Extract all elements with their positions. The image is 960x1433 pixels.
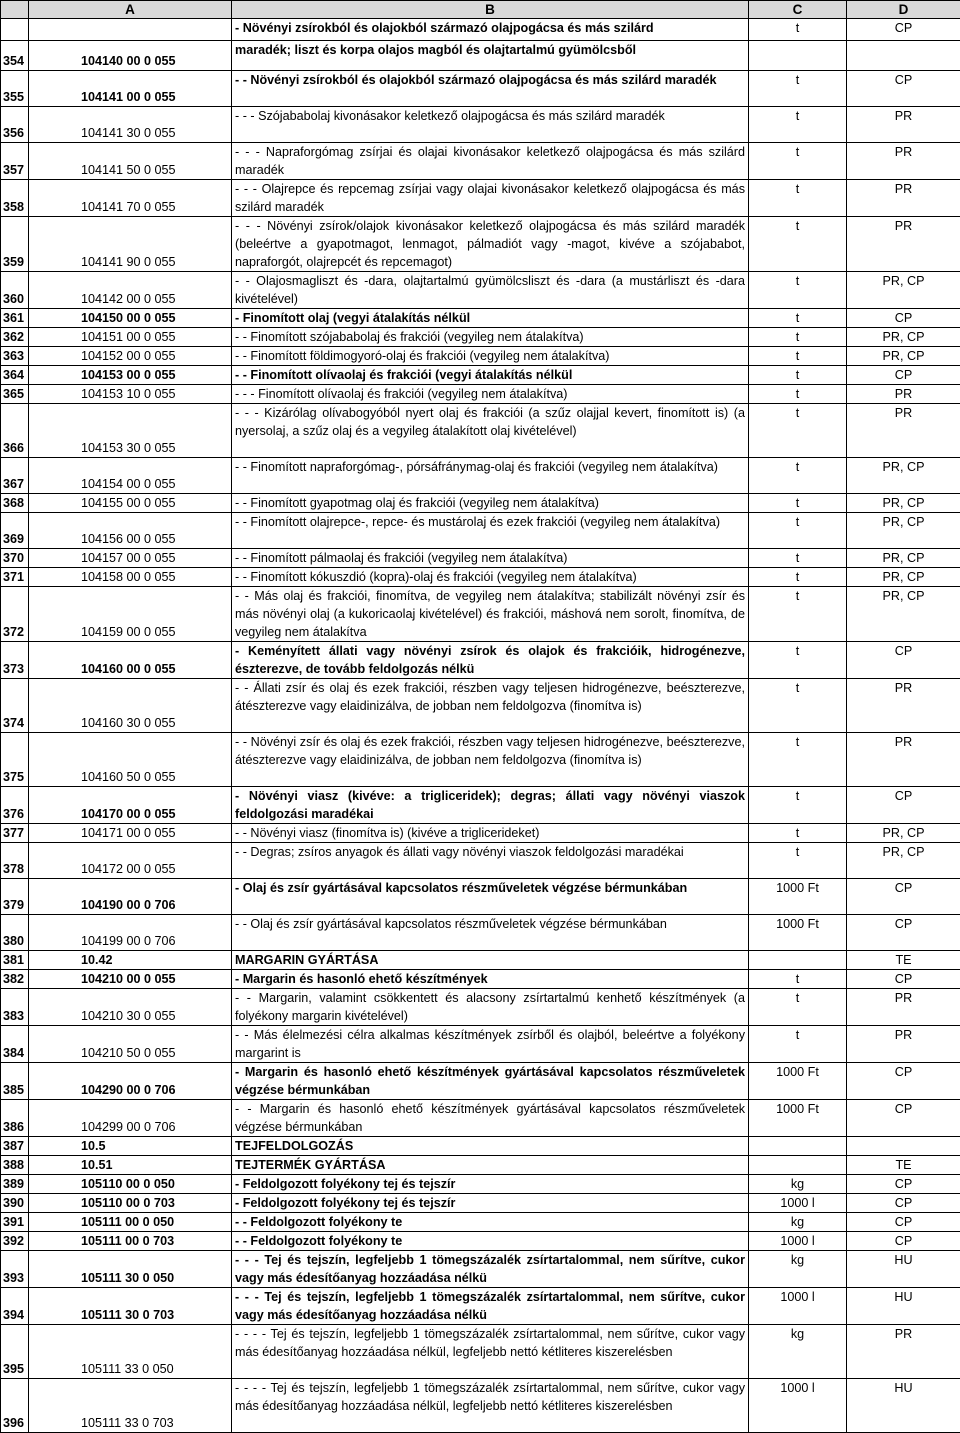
item-description: - - Finomított olajrepce-, repce- és mustárolaj és ezek frakciói (vegyileg nem átalakítva) (232, 513, 749, 549)
item-code: 10.42 (29, 951, 232, 970)
table-row (1, 217, 960, 272)
item-category: PR (847, 404, 960, 458)
table-row (1, 915, 960, 951)
item-description: - - - - Tej és tejszín, legfeljebb 1 tömegszázalék zsírtartalommal, nem sűrítve, cukor vagy más édesítőanyag hozzáadása nélkül, legfeljebb nettó kétliteres kiszerelésben (232, 1325, 749, 1379)
table-row (1, 970, 960, 989)
item-unit: t (749, 568, 847, 587)
item-code: 104140 00 0 055 (29, 41, 232, 71)
column-header-a: A (29, 1, 232, 19)
row-number: 396 (1, 1379, 29, 1433)
item-category: TE (847, 1156, 960, 1175)
item-category: CP (847, 642, 960, 679)
row-number: 381 (1, 951, 29, 970)
item-code: 104160 50 0 055 (29, 733, 232, 787)
item-code: 104170 00 0 055 (29, 787, 232, 824)
row-number: 354 (1, 41, 29, 71)
item-unit: 1000 Ft (749, 915, 847, 951)
item-code: 105110 00 0 050 (29, 1175, 232, 1194)
item-code: 104141 30 0 055 (29, 107, 232, 143)
item-unit: t (749, 71, 847, 107)
item-code: 104142 00 0 055 (29, 272, 232, 309)
row-number: 367 (1, 458, 29, 494)
table-body (1, 19, 960, 1433)
item-description: - Feldolgozott folyékony tej és tejszír (232, 1194, 749, 1213)
row-number: 370 (1, 549, 29, 568)
row-number: 393 (1, 1251, 29, 1288)
item-unit: 1000 l (749, 1379, 847, 1433)
item-code: 105111 33 0 050 (29, 1325, 232, 1379)
row-number: 380 (1, 915, 29, 951)
table-row (1, 385, 960, 404)
item-description: - Keményített állati vagy növényi zsírok és olajok és frakcióik, hidrogénezve, észterezve, de tovább feldolgozás nélkü (232, 642, 749, 679)
item-unit: t (749, 843, 847, 879)
item-unit: t (749, 180, 847, 217)
item-code: 105111 30 0 050 (29, 1251, 232, 1288)
item-category: CP (847, 970, 960, 989)
continued-row-unit: t (749, 19, 847, 41)
continued-row-cat: CP (847, 19, 960, 41)
item-description: - - Növényi zsírokból és olajokból származó olajpogácsa és más szilárd maradék (232, 71, 749, 107)
table-row (1, 1213, 960, 1232)
item-code: 10.51 (29, 1156, 232, 1175)
item-code: 105111 00 0 050 (29, 1213, 232, 1232)
item-unit: t (749, 107, 847, 143)
row-number: 391 (1, 1213, 29, 1232)
item-description: - - Más olaj és frakciói, finomítva, de vegyileg nem átalakítva; stabilizált növényi zsír és más növényi olaj (a kukoricaolaj kivételével) és frakciói, máshová nem sorolt, finomítva, de vegyileg nem átalakítva (232, 587, 749, 642)
item-code: 104141 00 0 055 (29, 71, 232, 107)
table-row (1, 71, 960, 107)
item-unit: t (749, 385, 847, 404)
item-category: PR, CP (847, 458, 960, 494)
continued-row-num (1, 19, 29, 41)
item-description: - - Finomított földimogyoró-olaj és frakciói (vegyileg nem átalakítva) (232, 347, 749, 366)
row-number: 375 (1, 733, 29, 787)
item-category: PR, CP (847, 824, 960, 843)
row-number: 365 (1, 385, 29, 404)
item-description: TEJFELDOLGOZÁS (232, 1137, 749, 1156)
table-row (1, 1325, 960, 1379)
table-row (1, 1100, 960, 1137)
item-category: HU (847, 1379, 960, 1433)
item-unit: t (749, 458, 847, 494)
item-category: PR (847, 989, 960, 1026)
row-number: 388 (1, 1156, 29, 1175)
item-code: 105111 33 0 703 (29, 1379, 232, 1433)
item-description: - Margarin és hasonló ehető készítmények gyártásával kapcsolatos részműveletek végzése bérmunkában (232, 1063, 749, 1100)
item-code: 10.5 (29, 1137, 232, 1156)
item-category: CP (847, 1063, 960, 1100)
row-number: 377 (1, 824, 29, 843)
item-unit: t (749, 143, 847, 180)
table-row (1, 1026, 960, 1063)
item-code: 104158 00 0 055 (29, 568, 232, 587)
item-description: maradék; liszt és korpa olajos magból és olajtartalmú gyümölcsből (232, 41, 749, 71)
row-number: 361 (1, 309, 29, 328)
row-number: 386 (1, 1100, 29, 1137)
item-code: 104172 00 0 055 (29, 843, 232, 879)
item-code: 104153 00 0 055 (29, 366, 232, 385)
item-code: 104141 70 0 055 (29, 180, 232, 217)
column-header-b: B (232, 1, 749, 19)
item-description: - - Feldolgozott folyékony te (232, 1232, 749, 1251)
item-category: PR (847, 180, 960, 217)
item-unit: 1000 Ft (749, 879, 847, 915)
item-description: - - - Finomított olívaolaj és frakciói (vegyileg nem átalakítva) (232, 385, 749, 404)
column-header-c: C (749, 1, 847, 19)
item-category: CP (847, 1194, 960, 1213)
item-unit: t (749, 642, 847, 679)
row-number: 358 (1, 180, 29, 217)
table-row (1, 41, 960, 71)
item-code: 104210 50 0 055 (29, 1026, 232, 1063)
item-category: PR, CP (847, 347, 960, 366)
item-category: CP (847, 1100, 960, 1137)
item-code: 104160 00 0 055 (29, 642, 232, 679)
item-category: PR, CP (847, 843, 960, 879)
item-description: - - - Tej és tejszín, legfeljebb 1 tömegszázalék zsírtartalommal, nem sűrítve, cukor vagy más édesítőanyag hozzáadása nélkü (232, 1288, 749, 1325)
item-code: 104156 00 0 055 (29, 513, 232, 549)
row-number: 360 (1, 272, 29, 309)
item-code: 104153 10 0 055 (29, 385, 232, 404)
item-category: CP (847, 309, 960, 328)
item-code: 104155 00 0 055 (29, 494, 232, 513)
item-unit (749, 951, 847, 970)
item-code: 105111 30 0 703 (29, 1288, 232, 1325)
item-unit: t (749, 970, 847, 989)
row-number: 355 (1, 71, 29, 107)
item-code: 104290 00 0 706 (29, 1063, 232, 1100)
item-category: CP (847, 787, 960, 824)
item-unit: t (749, 989, 847, 1026)
item-unit: t (749, 679, 847, 733)
table-row (1, 143, 960, 180)
item-category: CP (847, 915, 960, 951)
table-row (1, 587, 960, 642)
item-description: - - Növényi viasz (finomítva is) (kivéve a triglicerideket) (232, 824, 749, 843)
item-description: - - Margarin, valamint csökkentett és alacsony zsírtartalmú kenhető készítmények (a folyékony margarin kivételével) (232, 989, 749, 1026)
item-unit: t (749, 347, 847, 366)
item-category: PR, CP (847, 513, 960, 549)
item-unit: 1000 l (749, 1288, 847, 1325)
item-code: 104157 00 0 055 (29, 549, 232, 568)
item-unit: kg (749, 1175, 847, 1194)
table-row (1, 309, 960, 328)
item-unit: t (749, 217, 847, 272)
item-description: - - Finomított pálmaolaj és frakciói (vegyileg nem átalakítva) (232, 549, 749, 568)
item-description: - - - Növényi zsírok/olajok kivonásakor keletkező olajpogácsa és más szilárd maradék (beleértve a gyapotmagot, lenmagot, pálmadiót vagy -magot, kivéve a szójababot, napraforgót, olajrepcét és repcemagot) (232, 217, 749, 272)
item-unit: t (749, 272, 847, 309)
item-description: - - - Kizárólag olívabogyóból nyert olaj és frakciói (a szűz olajjal kevert, finomított is) (a nyersolaj, a szűz olaj és a vegyileg átalakított olaj kivételével) (232, 404, 749, 458)
item-code: 104151 00 0 055 (29, 328, 232, 347)
table-row (1, 458, 960, 494)
table-row (1, 180, 960, 217)
item-unit (749, 41, 847, 71)
item-code: 104199 00 0 706 (29, 915, 232, 951)
item-description: - - Finomított gyapotmag olaj és frakciói (vegyileg nem átalakítva) (232, 494, 749, 513)
item-unit: kg (749, 1251, 847, 1288)
item-unit: t (749, 549, 847, 568)
row-number: 366 (1, 404, 29, 458)
item-description: - - Degras; zsíros anyagok és állati vagy növényi viaszok feldolgozási maradékai (232, 843, 749, 879)
table-row (1, 272, 960, 309)
row-number: 357 (1, 143, 29, 180)
item-unit: kg (749, 1325, 847, 1379)
item-category: CP (847, 1213, 960, 1232)
item-category: PR (847, 679, 960, 733)
table-row (1, 1137, 960, 1156)
item-description: - - Feldolgozott folyékony te (232, 1213, 749, 1232)
item-description: - - Finomított szójababolaj és frakciói (vegyileg nem átalakítva) (232, 328, 749, 347)
row-number: 372 (1, 587, 29, 642)
item-unit: t (749, 587, 847, 642)
item-category: PR (847, 143, 960, 180)
table-row (1, 328, 960, 347)
item-code: 104141 50 0 055 (29, 143, 232, 180)
item-description: - - - Olajrepce és repcemag zsírjai vagy olajai kivonásakor keletkező olajpogácsa és más szilárd maradék (232, 180, 749, 217)
item-description: - Olaj és zsír gyártásával kapcsolatos részműveletek végzése bérmunkában (232, 879, 749, 915)
row-number: 362 (1, 328, 29, 347)
item-category: HU (847, 1288, 960, 1325)
item-code: 104210 30 0 055 (29, 989, 232, 1026)
table-row (1, 733, 960, 787)
item-category: PR (847, 385, 960, 404)
row-number: 390 (1, 1194, 29, 1213)
row-number: 387 (1, 1137, 29, 1156)
item-unit (749, 1156, 847, 1175)
item-code: 104210 00 0 055 (29, 970, 232, 989)
row-number: 382 (1, 970, 29, 989)
table-row (1, 642, 960, 679)
row-number: 395 (1, 1325, 29, 1379)
table-row (1, 843, 960, 879)
item-code: 105110 00 0 703 (29, 1194, 232, 1213)
row-number: 376 (1, 787, 29, 824)
column-header-row (1, 1, 960, 19)
item-category: CP (847, 1232, 960, 1251)
item-code: 104154 00 0 055 (29, 458, 232, 494)
item-description: - - - Tej és tejszín, legfeljebb 1 tömegszázalék zsírtartalommal, nem sűrítve, cukor vagy más édesítőanyag hozzáadása nélkü (232, 1251, 749, 1288)
row-number: 359 (1, 217, 29, 272)
table-row (1, 366, 960, 385)
table-row (1, 1251, 960, 1288)
item-description: - - Margarin és hasonló ehető készítmények gyártásával kapcsolatos részműveletek végzése bérmunkában (232, 1100, 749, 1137)
row-number: 356 (1, 107, 29, 143)
table-row (1, 549, 960, 568)
item-description: - - Növényi zsír és olaj és ezek frakciói, részben vagy teljesen hidrogénezve, beészterezve, átészterezve vagy elaidinizálva, de jobban nem feldolgozva (finomítva is) (232, 733, 749, 787)
item-description: - - - Napraforgómag zsírjai és olajai kivonásakor keletkező olajpogácsa és más szilárd maradék (232, 143, 749, 180)
row-number: 394 (1, 1288, 29, 1325)
table-row (1, 1194, 960, 1213)
item-code: 104171 00 0 055 (29, 824, 232, 843)
item-code: 104159 00 0 055 (29, 587, 232, 642)
item-description: - Feldolgozott folyékony tej és tejszír (232, 1175, 749, 1194)
row-number: 363 (1, 347, 29, 366)
item-code: 104190 00 0 706 (29, 879, 232, 915)
table-row (1, 824, 960, 843)
item-unit: 1000 Ft (749, 1100, 847, 1137)
table-row (1, 951, 960, 970)
item-category: TE (847, 951, 960, 970)
item-category: PR, CP (847, 587, 960, 642)
row-number: 371 (1, 568, 29, 587)
row-number: 373 (1, 642, 29, 679)
row-number: 364 (1, 366, 29, 385)
item-category: PR, CP (847, 568, 960, 587)
item-category: PR (847, 217, 960, 272)
item-unit: t (749, 309, 847, 328)
item-category (847, 41, 960, 71)
item-category: CP (847, 71, 960, 107)
item-unit: 1000 Ft (749, 1063, 847, 1100)
row-number: 384 (1, 1026, 29, 1063)
column-header-blank (1, 1, 29, 19)
item-category: PR (847, 733, 960, 787)
item-unit: 1000 l (749, 1194, 847, 1213)
row-number: 378 (1, 843, 29, 879)
item-category: PR, CP (847, 549, 960, 568)
table-row (1, 347, 960, 366)
item-unit: t (749, 787, 847, 824)
column-header-d: D (847, 1, 960, 19)
item-description: - - Olajosmagliszt és -dara, olajtartalmú gyümölcsliszt és -dara (a mustárliszt és -dara kivételével) (232, 272, 749, 309)
table-row (1, 1175, 960, 1194)
item-category: PR (847, 1325, 960, 1379)
item-unit: t (749, 328, 847, 347)
item-description: - - Olaj és zsír gyártásával kapcsolatos részműveletek végzése bérmunkában (232, 915, 749, 951)
table-row (1, 1379, 960, 1433)
item-unit (749, 1137, 847, 1156)
table-row (1, 404, 960, 458)
item-description: - - Finomított kókuszdió (kopra)-olaj és frakciói (vegyileg nem átalakítva) (232, 568, 749, 587)
row-number: 385 (1, 1063, 29, 1100)
item-description: - Finomított olaj (vegyi átalakítás nélkül (232, 309, 749, 328)
table-row (1, 107, 960, 143)
item-description: - - Finomított olívaolaj és frakciói (vegyi átalakítás nélkül (232, 366, 749, 385)
table-row (1, 513, 960, 549)
item-unit: t (749, 1026, 847, 1063)
row-number: 383 (1, 989, 29, 1026)
item-unit: t (749, 513, 847, 549)
item-code: 104141 90 0 055 (29, 217, 232, 272)
item-unit: t (749, 494, 847, 513)
item-unit: kg (749, 1213, 847, 1232)
item-code: 104160 30 0 055 (29, 679, 232, 733)
table-row (1, 1232, 960, 1251)
item-category: PR, CP (847, 328, 960, 347)
item-description: - - Állati zsír és olaj és ezek frakciói, részben vagy teljesen hidrogénezve, beészterezve, átészterezve vagy elaidinizálva, de jobban nem feldolgozva (finomítva is) (232, 679, 749, 733)
item-category (847, 1137, 960, 1156)
item-code: 104150 00 0 055 (29, 309, 232, 328)
item-category: CP (847, 1175, 960, 1194)
table-row (1, 1156, 960, 1175)
item-unit: t (749, 733, 847, 787)
item-category: CP (847, 879, 960, 915)
item-description: - Margarin és hasonló ehető készítmények (232, 970, 749, 989)
item-description: MARGARIN GYÁRTÁSA (232, 951, 749, 970)
item-unit: 1000 l (749, 1232, 847, 1251)
row-number: 368 (1, 494, 29, 513)
item-unit: t (749, 366, 847, 385)
item-description: - - Finomított napraforgómag-, pórsáfránymag-olaj és frakciói (vegyileg nem átalakítva) (232, 458, 749, 494)
row-number: 369 (1, 513, 29, 549)
row-number: 389 (1, 1175, 29, 1194)
item-code: 104152 00 0 055 (29, 347, 232, 366)
table-row (1, 679, 960, 733)
item-unit: t (749, 824, 847, 843)
item-category: PR (847, 1026, 960, 1063)
item-description: - - Más élelmezési célra alkalmas készítmények zsírből és olajból, beleértve a folyékony margarint is (232, 1026, 749, 1063)
continued-row-desc: - Növényi zsírokból és olajokból származó olajpogácsa és más szilárd (232, 19, 749, 41)
item-code: 104299 00 0 706 (29, 1100, 232, 1137)
table-row (1, 989, 960, 1026)
item-description: TEJTERMÉK GYÁRTÁSA (232, 1156, 749, 1175)
item-unit: t (749, 404, 847, 458)
continued-row (1, 19, 960, 41)
item-category: PR (847, 107, 960, 143)
item-category: PR, CP (847, 494, 960, 513)
item-category: HU (847, 1251, 960, 1288)
item-description: - Növényi viasz (kivéve: a trigliceridek); degras; állati vagy növényi viaszok feldolgozási maradékai (232, 787, 749, 824)
table-row (1, 568, 960, 587)
continued-row-code (29, 19, 232, 41)
item-category: PR, CP (847, 272, 960, 309)
row-number: 374 (1, 679, 29, 733)
table-row (1, 879, 960, 915)
item-description: - - - - Tej és tejszín, legfeljebb 1 tömegszázalék zsírtartalommal, nem sűrítve, cukor vagy más édesítőanyag hozzáadása nélkül, legfeljebb nettó kétliteres kiszerelésben (232, 1379, 749, 1433)
item-category: CP (847, 366, 960, 385)
item-description: - - - Szójababolaj kivonásakor keletkező olajpogácsa és más szilárd maradék (232, 107, 749, 143)
table-row (1, 1288, 960, 1325)
item-code: 104153 30 0 055 (29, 404, 232, 458)
table-row (1, 1063, 960, 1100)
item-code: 105111 00 0 703 (29, 1232, 232, 1251)
table-row (1, 494, 960, 513)
table-row (1, 787, 960, 824)
row-number: 392 (1, 1232, 29, 1251)
row-number: 379 (1, 879, 29, 915)
